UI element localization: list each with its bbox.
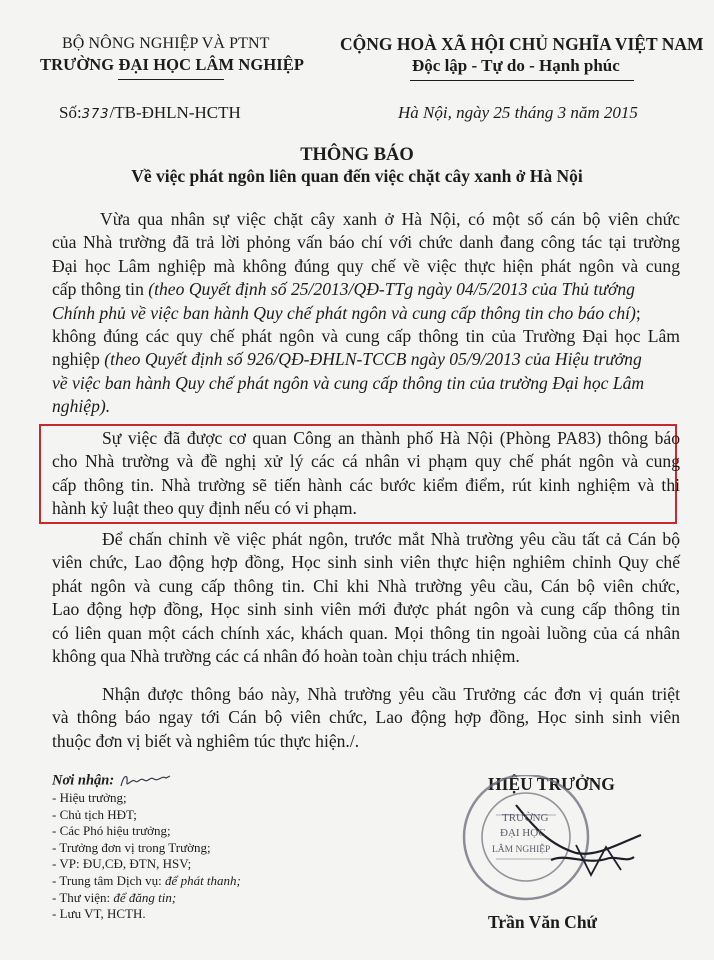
recipient-item: - Trưởng đơn vị trong Trường; (52, 839, 211, 855)
national-motto: Độc lập - Tự do - Hạnh phúc (412, 56, 620, 75)
p3-line-1: Để chấn chỉnh về việc phát ngôn, trước mắt Nhà trường yêu cầu tất cả Cán bộ (102, 529, 680, 549)
p1-line-7 (52, 348, 680, 371)
p3-line-5: có liên quan một cách chính xác, khách quan. Mọi thông tin ngoài luồng của cá nhân (52, 622, 680, 643)
doc-number-label: Số: (59, 103, 82, 122)
recipient-item-service-purpose: để phát thanh; (165, 872, 241, 888)
p1-line-5 (52, 302, 680, 325)
notice-subtitle: Về việc phát ngôn liên quan đến việc chặt cây xanh ở Hà Nội (131, 166, 583, 186)
doc-number-value: 373 (81, 107, 110, 122)
recipient-item-library (52, 890, 241, 907)
p1-line-3: Đại học Lâm nghiệp mà không đúng quy chế về việc thực hiện phát ngôn và cung (52, 255, 680, 276)
paragraph-4 (52, 683, 680, 753)
stamp-text-top: TRƯỜNG (502, 812, 549, 824)
p1-line-4-italic: (theo Quyết định số 25/2013/QĐ-TTg ngày 04/5/2013 của Thủ tướng (148, 279, 635, 300)
recipient-item-service-label: - Trung tâm Dịch vụ: (52, 872, 166, 888)
p3-line-6: không qua Nhà trường các cá nhân đó hoàn toàn chịu trách nhiệm. (52, 645, 520, 666)
recipient-item-library-purpose: để đăng tin; (113, 889, 177, 905)
header-left-underline (118, 79, 224, 80)
university-name: TRƯỜNG ĐẠI HỌC LÂM NGHIỆP (40, 55, 305, 74)
recipients-block (52, 772, 241, 923)
header-right-underline (410, 80, 634, 81)
recipient-item: - Hiệu trưởng; (52, 790, 127, 805)
signer-title: HIỆU TRƯỞNG (488, 774, 615, 794)
place-date: Hà Nội, ngày 25 tháng 3 năm 2015 (398, 103, 638, 122)
p3-line-4: Lao động hợp đồng, Học sinh sinh viên mới được phát ngôn và cung cấp thông tin (52, 599, 680, 620)
recipient-item: - Chủ tịch HĐT; (52, 806, 137, 822)
stamp-seal-icon (456, 775, 656, 915)
paragraph-1 (52, 208, 680, 419)
country-name: CỘNG HOÀ XÃ HỘI CHỦ NGHĨA VIỆT NAM (340, 34, 704, 54)
p1-line-5-italic: Chính phủ về việc ban hành Quy chế phát ngôn và cung cấp thông tin cho báo chí) (52, 302, 636, 323)
p1-line-6: không đúng các quy chế phát ngôn và cung cấp thông tin của Trường Đại học Lâm (52, 325, 680, 346)
p2-line-2: cho Nhà trường và đề nghị xử lý các cá nhân vi phạm quy chế phát ngôn và cung (52, 451, 680, 472)
initials-signature-icon (118, 772, 174, 790)
recipients-label: Nơi nhận: (52, 772, 115, 789)
ministry-name: BỘ NÔNG NGHIỆP VÀ PTNT (62, 35, 270, 52)
stamp-text-mid: ĐẠI HỌC (500, 827, 546, 839)
p3-line-3: phát ngôn và cung cấp thông tin. Chỉ khi Nhà trường yêu cầu, Cán bộ viên chức, (52, 575, 680, 596)
recipient-item-library-label: - Thư viện: (52, 889, 114, 905)
recipients-label-row (52, 772, 241, 790)
recipient-item: - Lưu VT, HCTH. (52, 906, 146, 922)
official-stamp (456, 775, 656, 915)
signer-name: Trần Văn Chứ (488, 912, 598, 932)
p1-line-4-plain: cấp thông tin (52, 279, 149, 300)
paragraph-2 (52, 427, 680, 521)
p3-line-2: viên chức, Lao động hợp đồng, Học sinh sinh viên thực hiện nghiêm chỉnh Quy chế (52, 552, 680, 573)
document-number (59, 103, 241, 123)
p1-line-7-plain: nghiệp (52, 349, 105, 370)
p1-line-7-italic: (theo Quyết định số 926/QĐ-ĐHLN-TCCB ngày 05/9/2013 của Hiệu trưởng (104, 349, 642, 370)
paragraph-3 (52, 528, 680, 668)
p2-line-3: cấp thông tin. Nhà trường sẽ tiến hành các bước kiểm điểm, rút kinh nghiệm và thi (52, 474, 680, 495)
recipient-item-service (52, 873, 241, 890)
p4-line-1: Nhận được thông báo này, Nhà trường yêu cầu Trưởng các đơn vị quán triệt (102, 684, 680, 704)
p1-line-2: của Nhà trường đã trả lời phỏng vấn báo chí với chức danh đang công tác tại trường (52, 232, 680, 253)
doc-number-suffix: /TB-ĐHLN-HCTH (109, 103, 241, 122)
p1-line-8: về việc ban hành Quy chế phát ngôn và cung cấp thông tin của trường Đại học Lâm (52, 372, 645, 393)
recipient-item: - Các Phó hiệu trưởng; (52, 823, 171, 839)
recipient-item: - VP: ĐU,CĐ, ĐTN, HSV; (52, 856, 192, 872)
p2-line-1: Sự việc đã được cơ quan Công an thành phố Hà Nội (Phòng PA83) thông báo (102, 428, 680, 448)
p1-line-9: nghiệp). (52, 396, 111, 417)
p2-line-4: hành kỷ luật theo quy định nếu có vi phạm. (52, 498, 357, 519)
p1-line-1: Vừa qua nhân sự việc chặt cây xanh ở Hà Nội, có một số cán bộ viên chức (100, 209, 680, 229)
p4-line-2: và thông báo ngay tới Cán bộ viên chức, Lao động hợp đồng, Học sinh sinh viên (52, 707, 680, 728)
notice-title: THÔNG BÁO (300, 145, 414, 165)
stamp-text-bot: LÂM NGHIỆP (492, 845, 551, 855)
p4-line-3: thuộc đơn vị biết và nghiêm túc thực hiện./. (52, 730, 360, 751)
p1-line-4 (52, 278, 680, 301)
p1-line-5-end: ; (635, 302, 641, 323)
